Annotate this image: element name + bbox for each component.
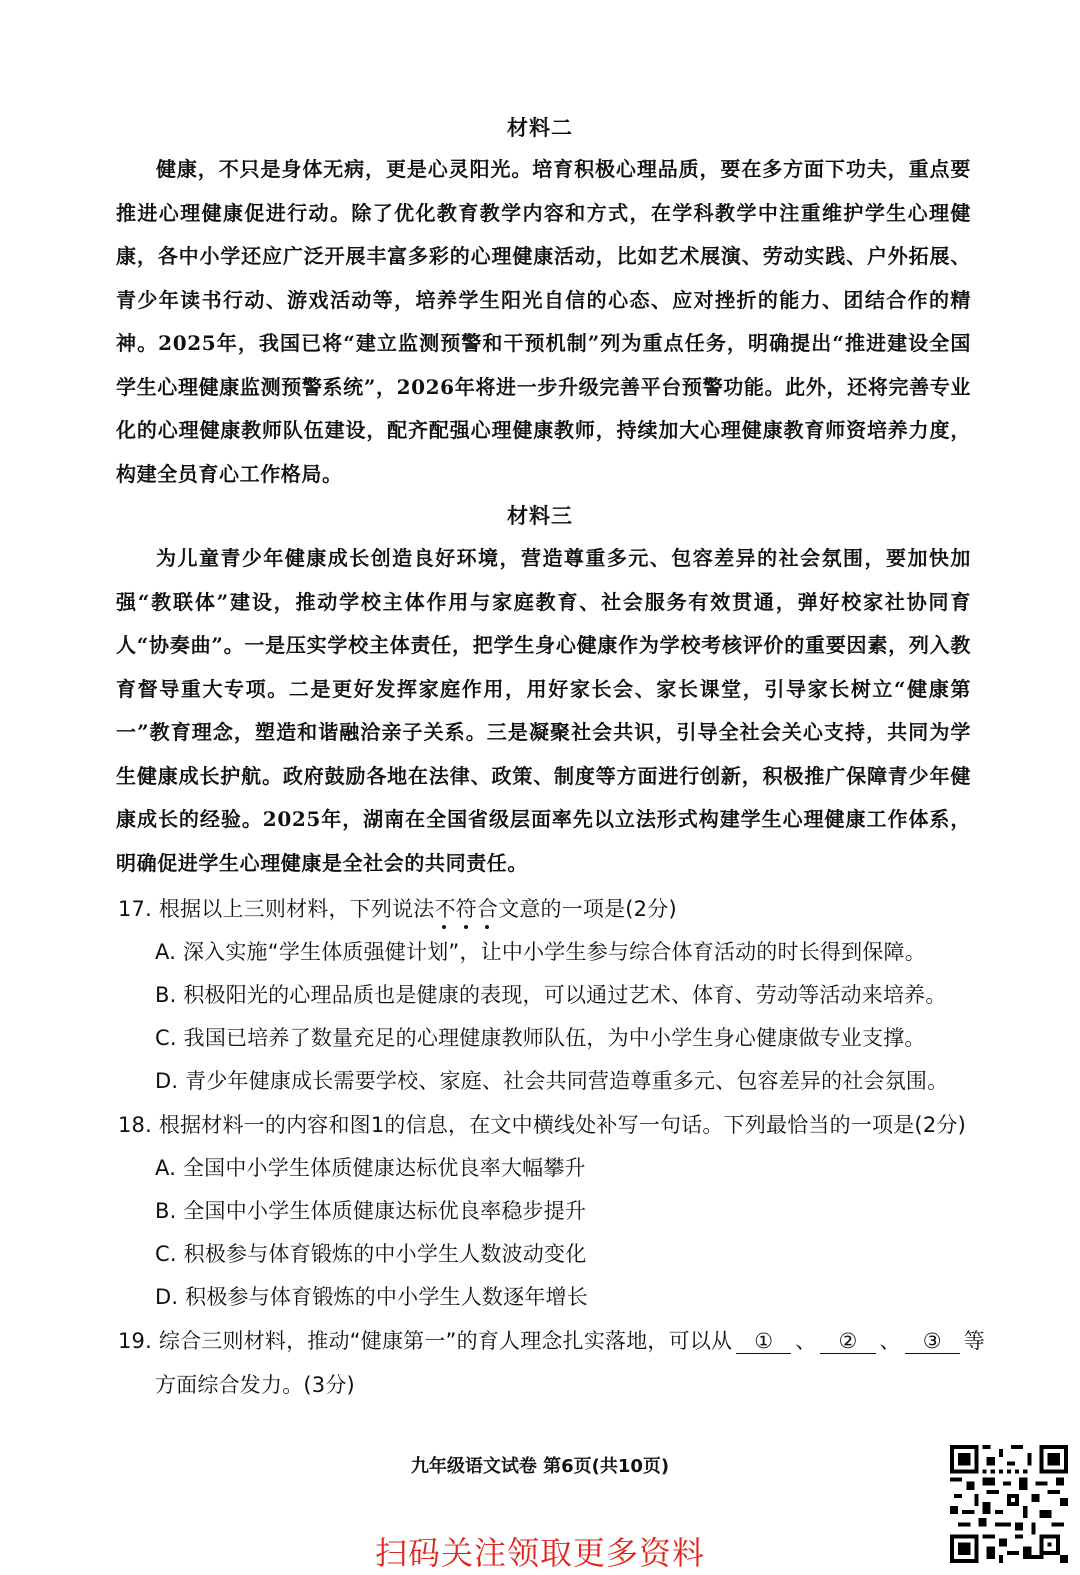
material3-paragraph: 为儿童青少年健康成长创造良好环境，营造尊重多元、包容差异的社会氛围，要加快加强“教联体”建设，推动学校主体作用与家庭教育、社会服务有效贯通，弹好校家社协同育人“协奏曲”。一是压实学校主体责任，把学生身心健康作为学校考核评价的重要因素，列入教育督导重大专项。二是更好发挥家庭作用，用好家长会、家长课堂，引导家长树立“健康第一”教育理念，塑造和谐融洽亲子关系。三是凝聚社会共识，引导全社会关心支持，共同为学生健康成长护航。政府鼓励各地在法律、政策、制度等方面进行创新，积极推广保障青少年健康成长的经验。2025年，湖南在全国省级层面率先以立法形式构建学生心理健康工作体系，明确促进学生心理健康是全社会的共同责任。: [116, 546, 971, 875]
q19-line2: 方面综合发力。(3分): [155, 1373, 355, 1397]
q19-blank-1: ①: [736, 1329, 791, 1354]
q19-stem-text: 19. 综合三则材料，推动“健康第一”的育人理念扎实落地，可以从: [118, 1329, 733, 1353]
q19-separator-1: 、: [795, 1329, 817, 1353]
q17-stem-emphasis: 不符合: [434, 897, 498, 921]
material3-title: 材料三: [507, 503, 573, 528]
q19-blank-2: ②: [820, 1329, 875, 1354]
q17-option-d: D. 青少年健康成长需要学校、家庭、社会共同营造尊重多元、包容差异的社会氛围。: [155, 1069, 949, 1093]
material2-paragraph: 健康，不只是身体无病，更是心灵阳光。培育积极心理品质，要在多方面下功夫，重点要推进心理健康促进行动。除了优化教育教学内容和方式，在学科教学中注重维护学生心理健康，各中小学还应广泛开展丰富多彩的心理健康活动，比如艺术展演、劳动实践、户外拓展、青少年读书行动、游戏活动等，培养学生阳光自信的心态、应对挫折的能力、团结合作的精神。2025年，我国已将“建立监测预警和干预机制”列为重点任务，明确提出“推进建设全国学生心理健康监测预警系统”，2026年将进一步升级完善平台预警功能。此外，还将完善专业化的心理健康教师队伍建设，配齐配强心理健康教师，持续加大心理健康教育师资培养力度，构建全员育心工作格局。: [116, 157, 971, 486]
page-footer: 九年级语文试卷 第6页(共10页): [410, 1456, 670, 1477]
q18-option-b: B. 全国中小学生体质健康达标优良率稳步提升: [155, 1199, 587, 1223]
q17-option-c: C. 我国已培养了数量充足的心理健康教师队伍，为中小学生身心健康做专业支撑。: [155, 1026, 926, 1050]
q17-option-a: A. 深入实施“学生体质强健计划”，让中小学生参与综合体育活动的时长得到保障。: [155, 940, 926, 964]
promo-text: 扫码关注领取更多资料: [374, 1534, 705, 1572]
q18-option-d: D. 积极参与体育锻炼的中小学生人数逐年增长: [155, 1285, 588, 1309]
q19-tail: 等: [963, 1329, 985, 1353]
q17-option-b: B. 积极阳光的心理品质也是健康的表现，可以通过艺术、体育、劳动等活动来培养。: [155, 983, 947, 1007]
q19-stem: [118, 1325, 985, 1355]
q18-option-a: A. 全国中小学生体质健康达标优良率大幅攀升: [155, 1156, 586, 1180]
q18-stem: 18. 根据材料一的内容和图1的信息，在文中横线处补写一句话。下列最恰当的一项是(2分): [118, 1113, 966, 1137]
q17-stem: [118, 893, 677, 923]
q17-stem-before: 17. 根据以上三则材料，下列说法: [118, 897, 435, 921]
q18-option-c: C. 积极参与体育锻炼的中小学生人数波动变化: [155, 1242, 587, 1266]
material2-title: 材料二: [507, 115, 573, 140]
q19-blank-3: ③: [905, 1329, 960, 1354]
q19-separator-2: 、: [879, 1329, 901, 1353]
q17-stem-after: 文意的一项是(2分): [498, 897, 677, 921]
